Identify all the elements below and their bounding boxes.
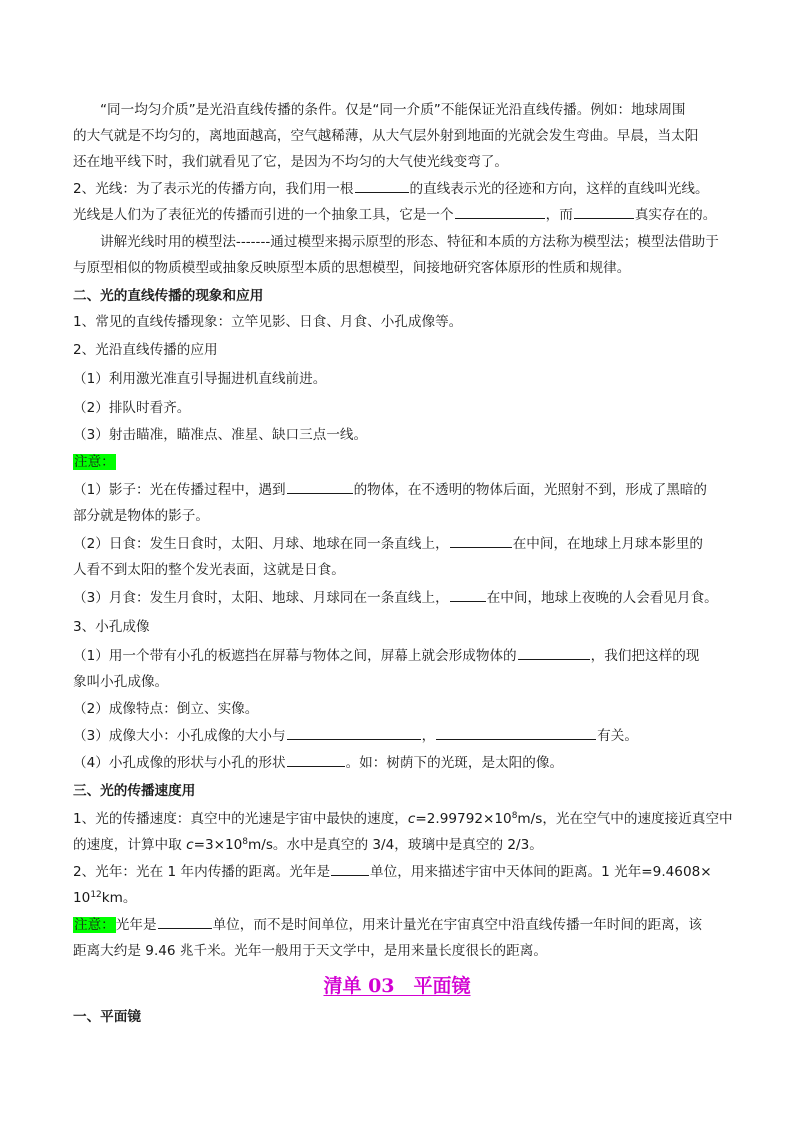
text: m/s，光在空气中的速度接近真空中 bbox=[517, 811, 733, 827]
note-shadow-l1 bbox=[73, 477, 733, 503]
text: 2、光线：为了表示光的传播方向，我们用一根 bbox=[73, 181, 354, 197]
fill-blank[interactable] bbox=[287, 725, 421, 740]
text: ，而 bbox=[545, 207, 573, 223]
text: 10 bbox=[73, 890, 91, 906]
symbol-c: c bbox=[407, 811, 416, 827]
speed-l2 bbox=[73, 832, 733, 858]
fill-blank[interactable] bbox=[287, 752, 345, 767]
pinhole-4 bbox=[73, 750, 733, 776]
para-medium-l1 bbox=[100, 97, 733, 123]
lightyear-l1 bbox=[73, 859, 733, 885]
fill-blank[interactable] bbox=[436, 725, 596, 740]
text: m/s。水中是真空的 3/4，玻璃中是真空的 2/3。 bbox=[248, 837, 543, 853]
note-lunar-eclipse bbox=[73, 585, 733, 611]
text: ， bbox=[421, 728, 436, 744]
para-model-l1 bbox=[100, 229, 733, 255]
pinhole-1-l2: 象叫小孔成像。 bbox=[73, 674, 169, 690]
text: 的直线表示光的径迹和方向，这样的直线叫光线。 bbox=[409, 181, 709, 197]
text: （4）小孔成像的形状与小孔的形状 bbox=[73, 755, 286, 771]
exponent: 8 bbox=[511, 811, 518, 821]
text: 有关。 bbox=[597, 728, 638, 744]
lightyear-l2 bbox=[73, 885, 733, 911]
heading-section-2: 二、光的直线传播的现象和应用 bbox=[73, 288, 264, 304]
fill-blank[interactable] bbox=[331, 861, 369, 876]
fill-blank[interactable] bbox=[450, 533, 512, 548]
fill-blank[interactable] bbox=[450, 587, 486, 602]
text: “同一均匀介质”是光沿直线传播的条件。仅是“同一介质”不能保证光沿直线传播。例如：地球周围 bbox=[100, 102, 686, 118]
note-solar-eclipse-l2: 人看不到太阳的整个发光表面，这就是日食。 bbox=[73, 562, 345, 578]
note-shadow-l2: 部分就是物体的影子。 bbox=[73, 508, 209, 524]
text: 光年是 bbox=[115, 917, 157, 933]
fill-blank[interactable] bbox=[158, 914, 212, 929]
para-medium-l3 bbox=[73, 149, 733, 175]
item-phenomena: 1、常见的直线传播现象：立竿见影、日食、月食、小孔成像等。 bbox=[73, 314, 463, 330]
text: 真实存在的。 bbox=[634, 207, 717, 223]
item-app-1: （1）利用激光准直引导掘进机直线前进。 bbox=[73, 371, 327, 387]
text: 单位，用来描述宇宙中天体间的距离。1 光年=9.4608× bbox=[370, 864, 712, 880]
text: 在中间，地球上夜晚的人会看见月食。 bbox=[486, 590, 718, 606]
note-label: 注意： bbox=[74, 454, 115, 470]
fill-blank[interactable] bbox=[518, 645, 590, 660]
text: （1）用一个带有小孔的板遮挡在屏幕与物体之间，屏幕上就会形成物体的 bbox=[73, 648, 517, 664]
fill-blank[interactable] bbox=[574, 204, 634, 219]
item-app-3: （3）射击瞄准，瞄准点、准星、缺口三点一线。 bbox=[73, 427, 368, 443]
text: 1、光的传播速度：真空中的光速是宇宙中最快的速度， bbox=[73, 811, 408, 827]
lightyear-note-l2: 距离大约是 9.46 兆千米。光年一般用于天文学中，是用来量长度很长的距离。 bbox=[73, 943, 547, 959]
exponent: 8 bbox=[242, 837, 249, 847]
para-light-ray-l2 bbox=[73, 202, 733, 228]
fill-blank[interactable] bbox=[455, 204, 545, 219]
symbol-c: c bbox=[186, 837, 194, 853]
heading-section-3: 三、光的传播速度用 bbox=[73, 783, 196, 799]
section-title-text: 清单 03 平面镜 bbox=[323, 975, 471, 997]
pinhole-1-l1 bbox=[73, 643, 733, 669]
item-pinhole: 3、小孔成像 bbox=[73, 619, 150, 635]
text: 的速度，计算中取 bbox=[73, 837, 187, 853]
exponent: 12 bbox=[90, 890, 102, 900]
speed-l1 bbox=[73, 806, 733, 832]
heading-plane-mirror: 一、平面镜 bbox=[73, 1009, 141, 1025]
text: （2）日食：发生日食时，太阳、月球、地球在同一条直线上， bbox=[73, 536, 449, 552]
note-solar-eclipse-l1 bbox=[73, 531, 733, 557]
text: 。如：树荫下的光斑，是太阳的像。 bbox=[345, 755, 564, 771]
item-applications: 2、光沿直线传播的应用 bbox=[73, 342, 218, 358]
text: 的大气就是不均匀的，离地面越高，空气越稀薄，从大气层外射到地面的光就会发生弯曲。早晨，当太阳 bbox=[73, 128, 699, 144]
text: =3×10 bbox=[193, 837, 243, 853]
fill-blank[interactable] bbox=[287, 479, 353, 494]
note-label: 注意： bbox=[74, 917, 115, 933]
pinhole-2: （2）成像特点：倒立、实像。 bbox=[73, 701, 259, 717]
text: km。 bbox=[101, 890, 137, 906]
note-label-row bbox=[73, 449, 733, 475]
text: ，我们把这样的现 bbox=[590, 648, 700, 664]
text: 单位，而不是时间单位，用来计量光在宇宙真空中沿直线传播一年时间的距离，该 bbox=[212, 917, 702, 933]
pinhole-3 bbox=[73, 723, 733, 749]
text: 的物体，在不透明的物体后面，光照射不到，形成了黑暗的 bbox=[353, 482, 707, 498]
text: 在中间，在地球上月球本影里的 bbox=[512, 536, 703, 552]
text: （3）月食：发生月食时，太阳、地球、月球同在一条直线上， bbox=[73, 590, 449, 606]
section-title bbox=[0, 971, 794, 1001]
text: 光线是人们为了表征光的传播而引进的一个抽象工具，它是一个 bbox=[73, 207, 454, 223]
fill-blank[interactable] bbox=[355, 178, 409, 193]
para-light-ray-l1 bbox=[73, 176, 733, 202]
para-medium-l2 bbox=[73, 123, 733, 149]
text: （1）影子：光在传播过程中，遇到 bbox=[73, 482, 286, 498]
text: 2、光年：光在 1 年内传播的距离。光年是 bbox=[73, 864, 331, 880]
item-app-2: （2）排队时看齐。 bbox=[73, 400, 191, 416]
text: =2.99792×10 bbox=[415, 811, 512, 827]
text: 与原型相似的物质模型或抽象反映原型本质的思想模型，间接地研究客体原形的性质和规律。 bbox=[73, 260, 631, 276]
text: 还在地平线下时，我们就看见了它，是因为不均匀的大气使光线变弯了。 bbox=[73, 154, 508, 170]
lightyear-note-l1 bbox=[73, 912, 733, 938]
text: 讲解光线时用的模型法-------通过模型来揭示原型的形态、特征和本质的方法称为模型法；模型法借助于 bbox=[100, 234, 719, 250]
text: （3）成像大小：小孔成像的大小与 bbox=[73, 728, 286, 744]
para-model-l2 bbox=[73, 255, 733, 281]
